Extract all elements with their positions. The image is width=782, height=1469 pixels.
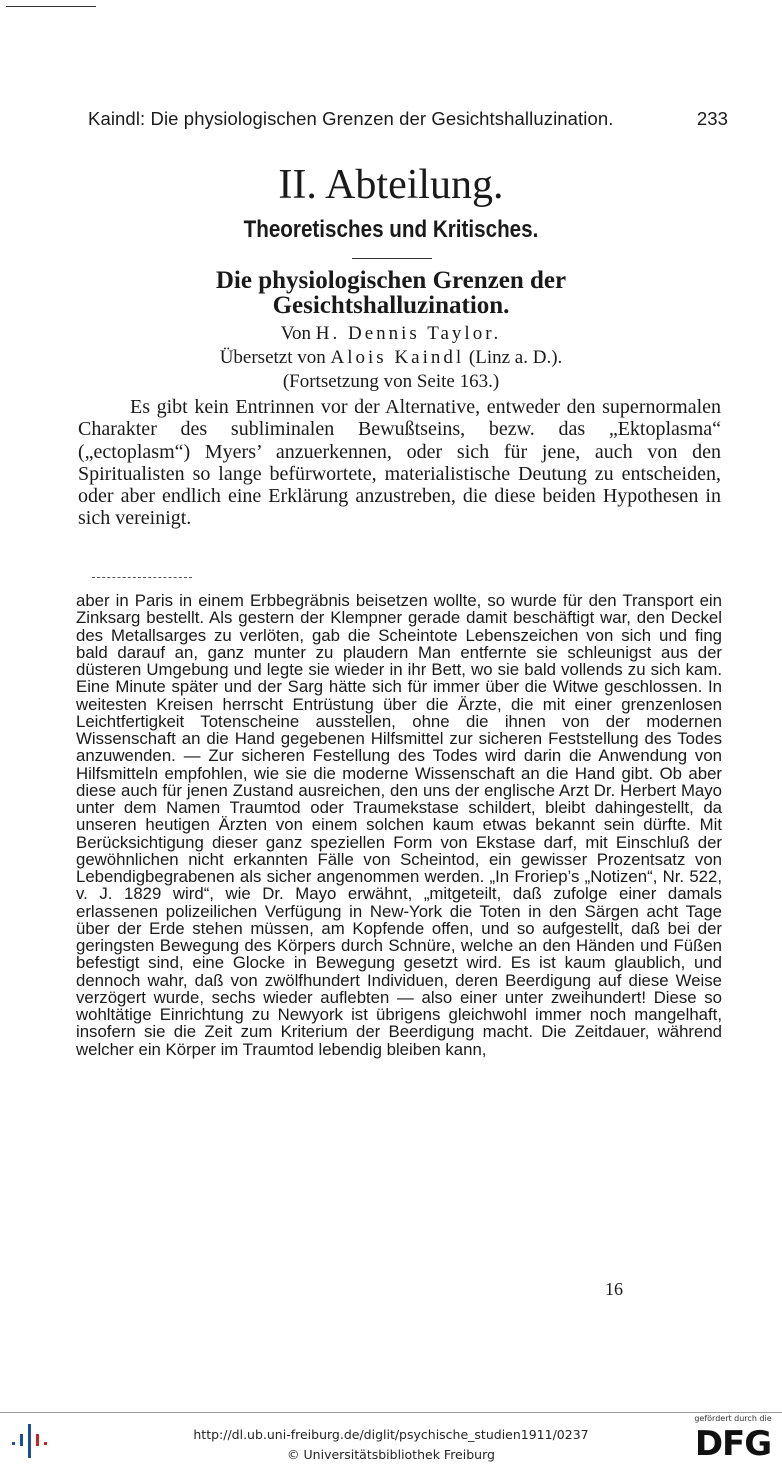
running-title: Kaindl: Die physiologischen Grenzen der Gesichtshalluzination. xyxy=(88,108,614,129)
top-border-rule xyxy=(6,6,96,7)
page-number: 233 xyxy=(696,108,728,129)
footnote-text: aber in Paris in einem Erbbegräbnis beisetzen wollte, so wurde für den Transport ein Zinksarg bestellt. Als gestern der Klempner gerade damit beschäftigt war, den Deckel des Metallsarges zu verlöten, gab die Scheintote Lebenszeichen von sich und fing bald darauf an, ganz munter zu plaudern Man entfernte sie schleunigst aus der düsteren Umgebung und legte sie wieder in ihr Bett, wo sie bald vollends zu sich kam. Eine Minute später und der Sarg hätte sich für immer über die Witwe geschlossen. In weitesten Kreisen herrscht Entrüstung über die Ärzte, die mit einer grenzenlosen Leichtfertigkeit Totenscheine ausstellen, ohne die ihnen von der modernen Wissenschaft an die Hand gegebenen Hilfsmittel zur sicheren Feststellung des Todes anzuwenden. — Zur sicheren Festellung des Todes wird darin die Anwendung von Hilfsmitteln empfohlen, wie sie die moderne Wissenschaft an die Hand gibt. Ob aber diese auch für jenen Zustand ausreichen, den uns der englische Arzt Dr. Herbert Mayo unter dem Namen Traumtod oder Traumekstase schildert, bleibt dahingestellt, da unseren heutigen Ärzten von einem solchen kaum etwas bekannt sein dürfte. Mit Berücksichtigung dieser ganz speziellen Form von Ekstase darf, mit Einschluß der gewöhnlichen nicht erkannten Fälle von Scheintod, ein gewisser Prozentsatz von Lebendigbegrabenen als sicher angenommen werden. „In Froriep’s „Notizen“, Nr. 522, v. J. 1829 wird“, wie Dr. Mayo erwähnt, „mitgeteilt, daß zufolge einer damals erlassenen polizeilichen Verfügung in New-York die Toten in den Särgen acht Tage über der Erde stehen müssen, am Kopfende offen, und so aufgestellt, daß bei der geringsten Bewegung des Körpers durch Schnüre, welche an den Händen und Füßen befestigt sind, eine Glocke in Bewegung gesetzt wird. Es ist kaum glaublich, und dennoch wahr, daß von zwölfhundert Individuen, deren Beerdigung auf diese Weise verzögert wurde, sechs wieder auflebten — also einer unter zweihundert! Diese so wohltätige Einrichtung zu Newyork ist übrigens gleichwohl immer noch mangelhaft, insofern sie die Zeit zum Kriterium der Beerdigung macht. Die Zeitdauer, während welcher ein Körper im Traumtod lebendig bleiben kann, xyxy=(76,591,722,1059)
author-name: H. Dennis Taylor. xyxy=(315,323,502,344)
dfg-logo[interactable] xyxy=(690,1414,776,1466)
section-title: II. Abteilung. xyxy=(278,162,504,208)
intro-paragraph xyxy=(78,396,721,530)
section-subtitle: Theoretisches und Kritisches. xyxy=(243,216,539,243)
translator-name: Alois Kaindl xyxy=(330,347,465,368)
translator-suffix: (Linz a. D.). xyxy=(468,347,563,368)
intro-text: Es gibt kein Entrinnen vor der Alternative, entweder den supernormalen Charakter des subliminalen Bewußtseins, bezw. das „Ektoplasma“ („ectoplasm“) Myers’ anzuerkennen, oder sich für jene, auch von den Spiritualisten so lange befürwortete, materialistische Deutung zu entscheiden, oder aber endlich eine Erklärung anzustreben, die diese beiden Hypothesen in sich vereinigt. xyxy=(78,396,721,530)
translator-prefix: Übersetzt von xyxy=(219,347,326,368)
dfg-logo-text: DFG xyxy=(694,1424,772,1464)
running-header xyxy=(88,108,728,130)
article-title-line-1: Die physiologischen Grenzen der xyxy=(215,267,567,294)
footnote-block xyxy=(76,592,722,1058)
byline xyxy=(0,322,782,346)
signature-mark: 16 xyxy=(605,1279,623,1299)
footer-copyright: © Universitätsbibliothek Freiburg xyxy=(287,1447,495,1462)
dfg-caption: gefördert durch die xyxy=(694,1414,772,1423)
translator-line xyxy=(0,346,782,370)
footer-url-link[interactable]: http://dl.ub.uni-freiburg.de/diglit/psychische_studien1911/0237 xyxy=(193,1427,589,1442)
continuation-note: (Fortsetzung von Seite 163.) xyxy=(282,371,500,392)
section-divider xyxy=(352,258,432,259)
byline-prefix: Von xyxy=(280,323,312,344)
footer-divider xyxy=(0,1412,782,1413)
article-title-line-2: Gesichtshalluzination. xyxy=(272,292,510,319)
footnote-separator xyxy=(92,577,192,578)
article-title xyxy=(0,268,782,318)
